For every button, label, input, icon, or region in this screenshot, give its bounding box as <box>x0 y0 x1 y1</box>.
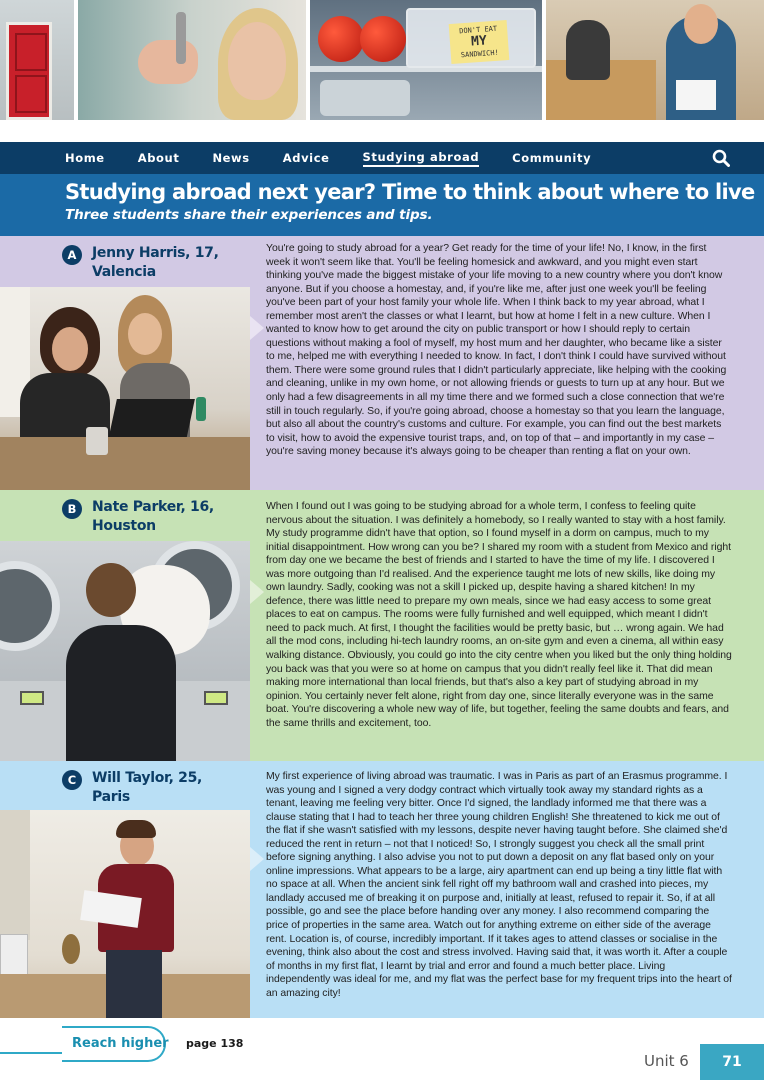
author-heading <box>62 244 252 282</box>
testimonial-text-b: When I found out I was going to be studying abroad for a whole term, I confess to feeling quite nervous about the situation. I was definitely a homebody, so I really wanted to stay with a host family. My study programme didn't have that option, so I found myself in a dorm on campus, much to my initial disappointment. How wrong can you be? I shared my room with a student from Mexico and right from day one we became the best of friends and I started to have the time of my life. I discovered I was more outgoing than I'd realised. And the experience taught me lots of new skills, like doing my own laundry. Sadly, cooking was not a skill I picked up, despite having a shared kitchen! In my defence, there was little need to prepare my own meals, since we had easy access to some great places to eat on campus. The rooms were fully furnished and well equipped, which meant I didn't need to pack much. At first, I thought the facilities would be pretty basic, but … wrong again. We had all the mod cons, including hi-tech laundry rooms, an on-site gym and even a cinema, all within easy walking distance. Obviously, you could go into the city centre when you liked but the only thing holding you back was that you were so at home on campus that you didn't really feel like it. That did mean making more international than local friends, but that's also a key part of studying abroad in my opinion. You certainly never felt alone, right from day one, since literally everyone was in the same boat. You're discovering a whole new way of life, but together, feeling the same doubts and fears, and the same thrills and excitement, too. <box>266 501 732 729</box>
page-subtitle: Three students share their experiences and tips. <box>65 207 433 223</box>
main-nav <box>0 142 764 174</box>
page-number: 71 <box>700 1044 764 1080</box>
section-letter-badge: C <box>62 770 82 790</box>
search-icon[interactable] <box>712 149 730 167</box>
author-city: Paris <box>92 789 130 805</box>
section-letter-badge: A <box>62 245 82 265</box>
author-name: Nate Parker, 16, <box>92 499 214 515</box>
section-letter-badge: B <box>62 499 82 519</box>
nav-community[interactable]: Community <box>512 151 592 165</box>
nav-advice[interactable]: Advice <box>282 151 330 165</box>
nav-home[interactable]: Home <box>65 151 105 165</box>
photo-jenny-homestay <box>0 287 250 490</box>
page-title: Studying abroad next year? Time to think about where to live <box>65 180 755 204</box>
reach-higher-label: Reach higher <box>72 1036 169 1051</box>
section-a <box>0 236 764 490</box>
header-photo-strip <box>0 0 764 120</box>
unit-label: Unit 6 <box>644 1052 689 1070</box>
nav-studying-abroad[interactable]: Studying abroad <box>363 150 480 167</box>
section-b <box>0 490 764 761</box>
photo-red-door <box>0 0 74 120</box>
testimonial-text-c: My first experience of living abroad was traumatic. I was in Paris as part of an Erasmus programme. I was young and I signed a very dodgy contract which virtually took away my standard rights as a tenant, leaving me feeling very bitter. Once I'd signed, the landlady informed me that there was a clause stating that I had to teach her three young children English! She threatened to kick me out of the flat if she wasn't satisfied with my lessons, despite never having taught before. She claimed she'd reduced the rent in return – not that I noticed! So, I strongly suggest you check all the small print before signing anything. I also advise you not to put down a deposit on any flat based only on your online impressions. What appears to be a large, airy apartment can end up being a tiny little flat with no space at all. When the ancient sink fell right off my bathroom wall and crashed into pieces, my landlady accused me of breaking it on purpose and, initially at least, refused to repair it. So, if at all possible, go and see the place before handing over any money. I also recommend comparing the price of properties in the same area. Watch out for anything extreme on either side of the average rent. Location is, of course, incredibly important. If it takes ages to attend classes or socialise in the evening, think also about the cost and stress involved. Having said that, it was worth it. After a couple of months in my first flat, I learnt by trial and error and found a much better place. Living independently was ideal for me, and my flat was the perfect base for my frequent trips into the heart of an amazing city! <box>266 771 732 999</box>
testimonial-text-a: You're going to study abroad for a year? Get ready for the time of your life! No, I know, in the first week it won't seem like that. You'll be feeling homesick and awkward, and you might even start thinking you've made the biggest mistake of your life moving to a new country where you don't know anyone. But if you choose a homestay, and, if you're like me, after just one week you'll be feeling you've been part of your host family your whole life. When I think back to my year abroad, what I remember most aren't the classes or what I learnt, but how at home I felt in a new culture. When I wanted to know how to get around the city on public transport or how I should reply to certain questions without making a fool of myself, my host mum and her daughter, who became like a sister to me, helped me with everything I needed to know. In fact, I don't think I could have survived without them. There were some ground rules that I didn't particularly appreciate, like helping with the cooking and cleaning, unlike in my own home, or not allowing friends or guests to turn up at any hour. But we only had a few disagreements in all my time there and we formed such a close connection that we're still in touch regularly. So, if you're going abroad, choose a homestay so that you learn the language, but also all about the country's customs and culture. For example, you can find out the best markets to visit, how to avoid the expensive tourist traps, and, on top of that – and importantly in my case – you're saving money because it's always going to be cheaper than renting a flat on your own. <box>266 243 727 458</box>
author-heading <box>62 498 252 536</box>
photo-girl-with-keys <box>78 0 306 120</box>
section-c <box>0 761 764 1018</box>
callout-pointer <box>250 580 264 604</box>
photo-will-empty-flat <box>0 810 250 1018</box>
callout-pointer <box>250 847 264 871</box>
nav-about[interactable]: About <box>137 151 180 165</box>
author-city: Houston <box>92 518 156 534</box>
page-reference: page 138 <box>186 1037 244 1050</box>
author-name: Will Taylor, 25, <box>92 770 203 786</box>
article-header <box>0 174 764 236</box>
photo-nate-laundry <box>0 541 250 761</box>
nav-news[interactable]: News <box>212 151 250 165</box>
sandwich-note: DON'T EAT MY SANDWICH! <box>449 20 510 64</box>
reach-higher-link[interactable] <box>0 1026 182 1062</box>
author-name: Jenny Harris, 17, <box>92 245 219 261</box>
photo-students-moving <box>546 0 764 120</box>
author-heading <box>62 769 252 807</box>
photo-fridge <box>310 0 542 120</box>
callout-pointer <box>250 316 264 340</box>
author-city: Valencia <box>92 264 156 280</box>
